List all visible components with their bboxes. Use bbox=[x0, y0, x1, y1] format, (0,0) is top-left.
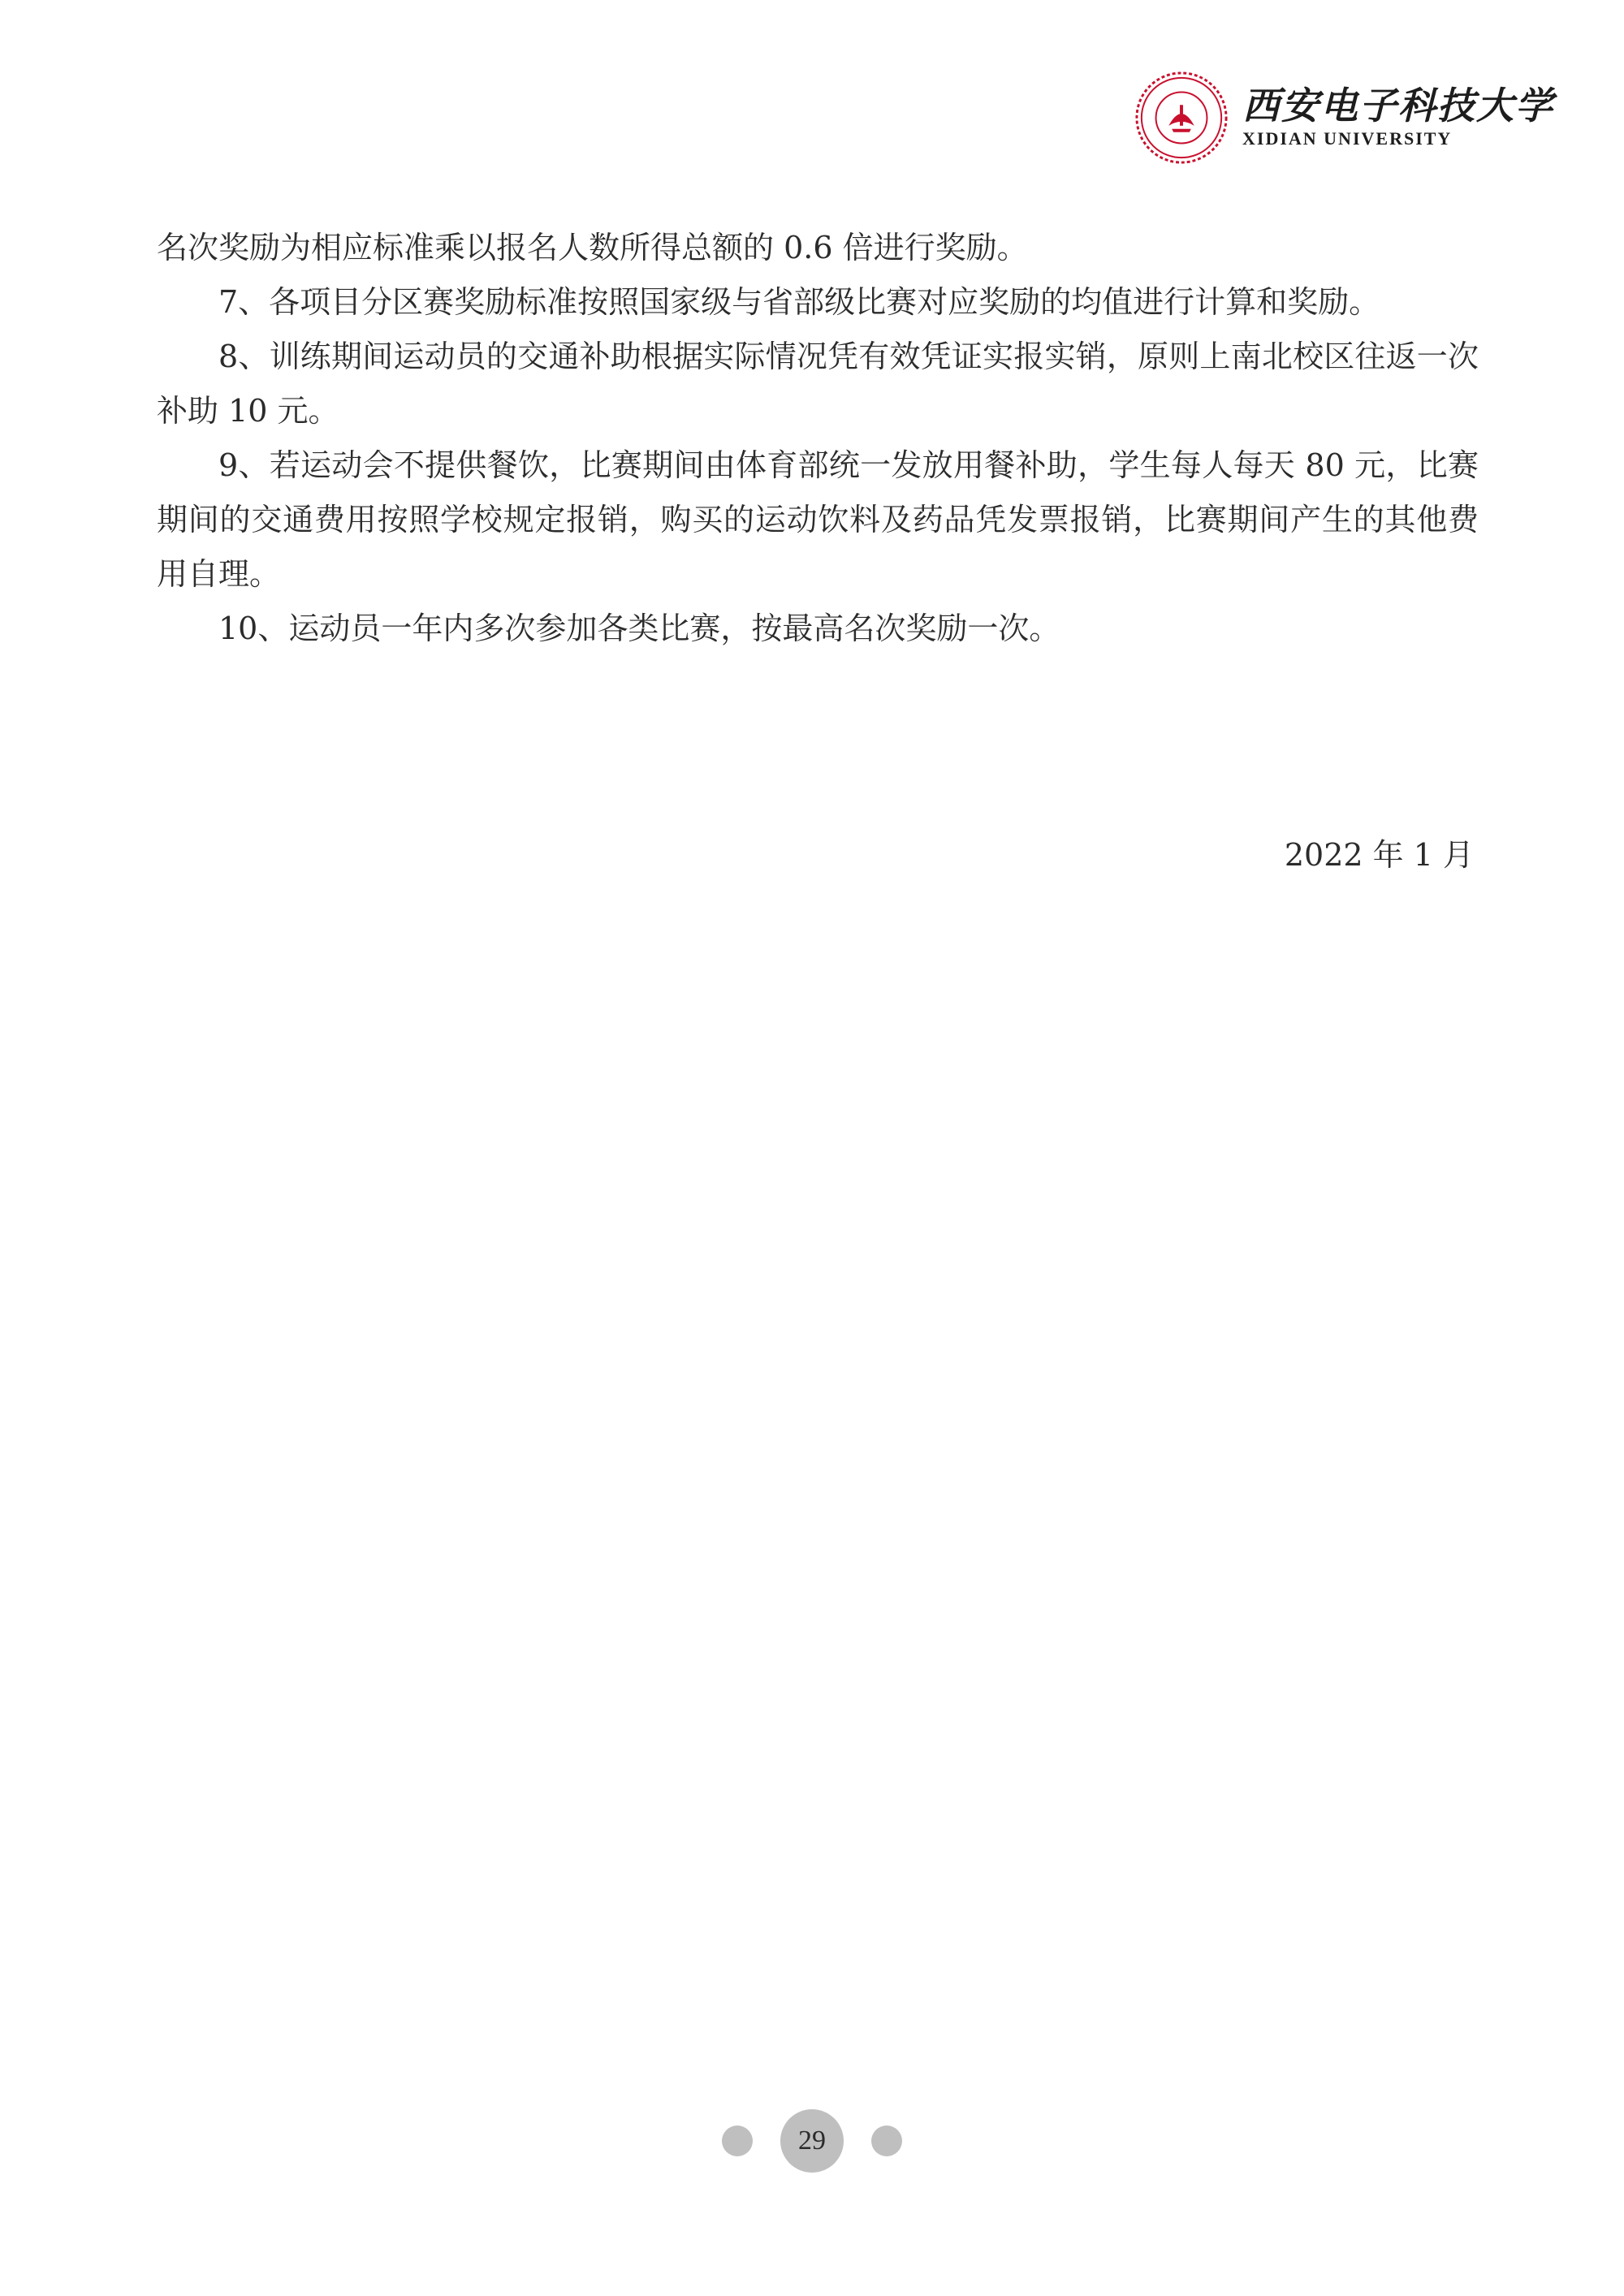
page-indicator bbox=[0, 2109, 1624, 2173]
university-logo bbox=[1134, 70, 1554, 166]
university-seal-icon bbox=[1134, 70, 1229, 166]
paragraph-item-8: 8、训练期间运动员的交通补助根据实际情况凭有效凭证实报实销，原则上南北校区往返一次补助 10 元。 bbox=[157, 339, 1479, 429]
document-body bbox=[157, 221, 1479, 656]
logo-english-name: XIDIAN UNIVERSITY bbox=[1242, 128, 1453, 149]
page-number: 29 bbox=[780, 2109, 844, 2173]
paragraph-item-10: 10、运动员一年内多次参加各类比赛，按最高名次奖励一次。 bbox=[218, 611, 1060, 646]
right-dot-icon bbox=[871, 2126, 902, 2156]
logo-text bbox=[1242, 83, 1554, 149]
document-date: 2022 年 1 月 bbox=[1284, 837, 1474, 873]
paragraph-item-9: 9、若运动会不提供餐饮，比赛期间由体育部统一发放用餐补助，学生每人每天 80 元，比赛期间的交通费用按照学校规定报销，购买的运动饮料及药品凭发票报销，比赛期间产生的其他费用自理。 bbox=[157, 447, 1479, 592]
logo-chinese-name: 西安电子科技大学 bbox=[1242, 83, 1554, 127]
left-dot-icon bbox=[722, 2126, 753, 2156]
paragraph-item-7: 7、各项目分区赛奖励标准按照国家级与省部级比赛对应奖励的均值进行计算和奖励。 bbox=[218, 284, 1380, 320]
paragraph-continuation: 名次奖励为相应标准乘以报名人数所得总额的 0.6 倍进行奖励。 bbox=[157, 230, 1028, 265]
